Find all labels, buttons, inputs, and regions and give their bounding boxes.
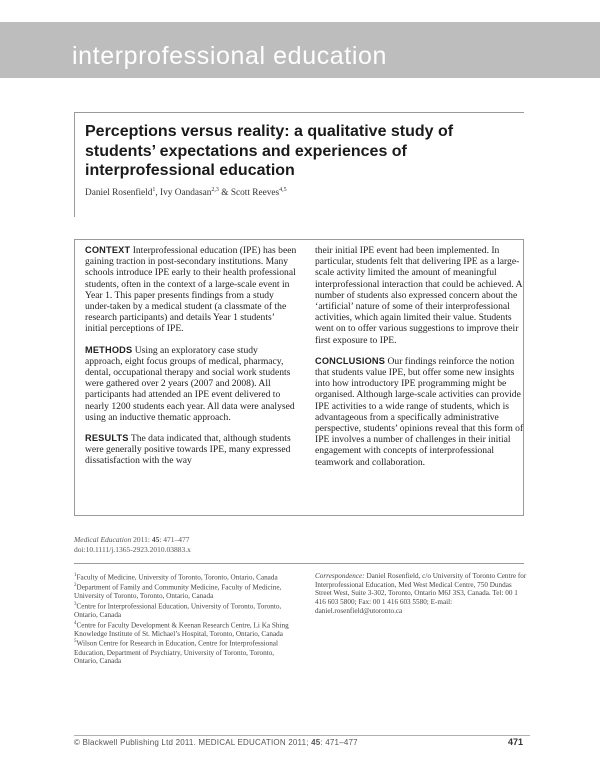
footer-text: © Blackwell Publishing Ltd 2011. MEDICAL EDUCATION 2011;	[74, 738, 312, 747]
doi: doi:10.1111/j.1365-2923.2010.03883.x	[74, 544, 191, 554]
correspondence-text: Daniel Rosenfield, c/o University of Toronto Centre for Interprofessional Education, Med West Medical Centre, 750 Dundas Street West, Suite 3-302, Toronto, Ontario M6J 3S3, Canada. Tel: 00 1 416 603 5800; Fax: 00 1 416 603 5580; E-mail: daniel.rosenfield@utoronto.ca	[315, 572, 527, 615]
affiliation-text: Faculty of Medicine, University of Toronto, Toronto, Ontario, Canada	[76, 573, 278, 582]
title-box	[74, 112, 524, 217]
footer-volume: 45	[311, 738, 321, 747]
methods-text: Using an exploratory case study approach, eight focus groups of medical, pharmacy, dental, occupational therapy and social work students were gathered over 2 years (2007 and 2008). All participants had attended an IPE event delivered to nearly 1200 students each year. All data were analysed using an inductive thematic approach.	[85, 344, 295, 423]
author-affiliation-mark: 4,5	[279, 186, 287, 193]
affiliation-text: Department of Family and Community Medicine, Faculty of Medicine, University of Toronto, Toronto, Ontario, Canada	[74, 583, 282, 601]
abstract-context	[85, 245, 297, 335]
citation-block	[74, 535, 191, 554]
affiliation-mark: 3	[74, 601, 77, 607]
author-separator: ,	[155, 187, 161, 198]
affiliation-item	[74, 582, 294, 601]
journal-name: Medical Education	[74, 535, 132, 544]
divider	[74, 563, 524, 564]
footer-pages: : 471–477	[320, 738, 358, 747]
footer	[74, 738, 358, 747]
conclusions-text: Our findings reinforce the notion that students value IPE, but offer some new insights into how introductory IPE programming might be organised. Although large-scale activities can provide IPE activities to a wide range of students, which is advantageous from a specifically administrative perspective, students’ opinions reveal that this form of IPE involves a number of challenges in their initial engagement with concepts of interprofessional teamwork and collaboration.	[315, 355, 524, 468]
context-label: CONTEXT	[85, 245, 131, 255]
author-list	[85, 187, 524, 198]
footer-divider	[74, 735, 530, 736]
abstract-conclusions	[315, 356, 527, 468]
abstract-methods	[85, 345, 297, 423]
affiliation-text: Centre for Interprofessional Education, University of Toronto, Toronto, Ontario, Canada	[74, 602, 282, 619]
methods-label: METHODS	[85, 344, 133, 355]
author-separator: &	[218, 187, 231, 198]
affiliation-item	[74, 572, 294, 582]
affiliation-mark: 4	[74, 620, 77, 626]
results-continued: their initial IPE event had been implemented. In particular, students felt that delivering IPE as a large-scale activity limited the amount of meaningful interprofessional interaction that could be achieved. A number of students also expressed concern about the ‘artificial’ nature of some of their interprofessional activities, which again limited their value. Students went on to offer various suggestions to improve their first exposure to IPE.	[315, 245, 522, 346]
citation-volume: 45	[151, 535, 160, 544]
conclusions-label: CONCLUSIONS	[315, 355, 386, 366]
page-number: 471	[508, 737, 524, 747]
affiliation-text: Wilson Centre for Research in Education, Centre for Interprofessional Education, Department of Psychiatry, University of Toronto, Toronto, Ontario, Canada	[74, 639, 278, 666]
author-affiliation-mark: 2,3	[211, 186, 219, 193]
affiliation-mark: 2	[74, 583, 77, 589]
affiliation-mark: 1	[74, 573, 77, 578]
affiliation-mark: 5	[74, 639, 77, 645]
context-text: Interprofessional education (IPE) has been gaining traction in post-secondary institutions. Many schools introduce IPE early to their health professional students, often in the context of a large-scale event in Year 1. This paper presents findings from a study under-taken by a medical student (a classmate of the research participants) and details Year 1 students’ initial perceptions of IPE.	[85, 245, 297, 335]
section-header-band	[0, 22, 600, 78]
author-name: Ivy Oandasan	[160, 187, 212, 198]
citation-year: 2011:	[131, 535, 152, 544]
results-label: RESULTS	[85, 433, 129, 444]
abstract-left-column	[85, 245, 297, 477]
abstract-right-column	[315, 245, 527, 478]
affiliations	[74, 572, 294, 666]
author-name: Daniel Rosenfield	[85, 187, 153, 198]
results-text: The data indicated that, although students were generally positive towards IPE, many expressed dissatisfaction with the way	[85, 433, 291, 467]
affiliation-item	[74, 620, 294, 639]
citation-pages: : 471–477	[159, 535, 190, 544]
affiliation-item	[74, 638, 294, 666]
affiliation-item	[74, 601, 294, 620]
affiliation-text: Centre for Faculty Development & Keenan Research Centre, Li Ka Shing Knowledge Institute of St. Michael’s Hospital, Toronto, Ontario, Canada	[74, 621, 289, 638]
correspondence-label: Correspondence:	[315, 572, 365, 580]
article-title: Perceptions versus reality: a qualitative study of students’ expectations and experiences of interprofessional education	[85, 123, 454, 179]
correspondence	[315, 572, 530, 616]
author-affiliation-mark: 1	[152, 186, 156, 193]
section-title: interprofessional education	[72, 42, 388, 70]
author-name: Scott Reeves	[230, 187, 280, 198]
abstract-box	[74, 239, 524, 516]
abstract-results	[85, 433, 297, 467]
